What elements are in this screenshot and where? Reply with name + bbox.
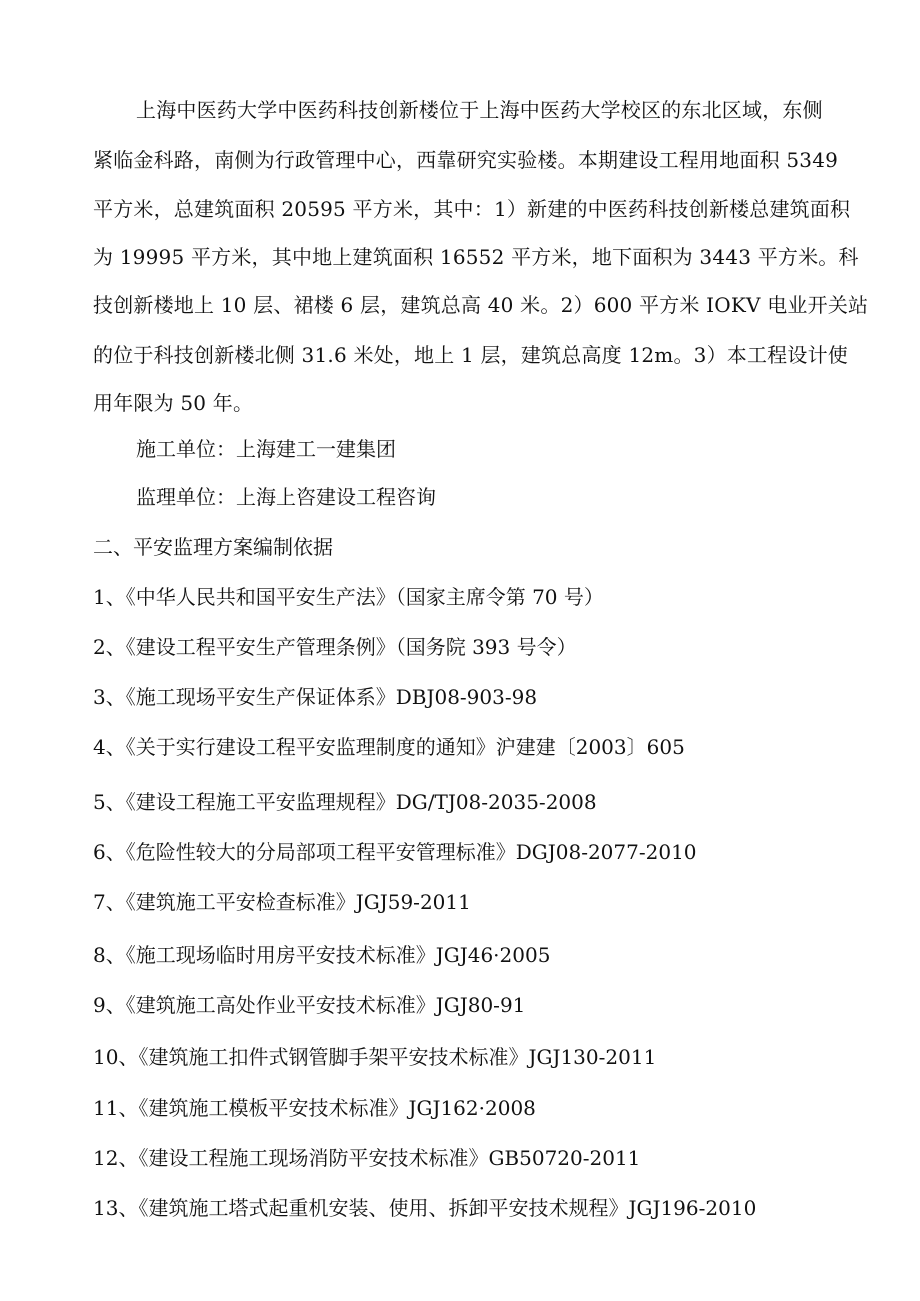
section-heading: 二、平安监理方案编制依据: [93, 535, 333, 559]
reference-item: 5、《建设工程施工平安监理规程》DG/TJ08-2035-2008: [93, 790, 597, 814]
intro-line: 技创新楼地上 10 层、裙楼 6 层，建筑总高 40 米。2）600 平方米 IOKV 电业开关站: [93, 293, 869, 317]
reference-item: 4、《关于实行建设工程平安监理制度的通知》沪建建〔2003〕605: [93, 735, 685, 759]
construction-unit: 施工单位：上海建工一建集团: [136, 437, 396, 461]
supervision-unit: 监理单位：上海上咨建设工程咨询: [136, 485, 436, 509]
intro-line: 紧临金科路，南侧为行政管理中心，西靠研究实验楼。本期建设工程用地面积 5349: [93, 148, 839, 172]
intro-line: 平方米，总建筑面积 20595 平方米，其中：1）新建的中医药科技创新楼总建筑面积: [93, 197, 851, 221]
reference-item: 1、《中华人民共和国平安生产法》（国家主席令第 70 号）: [93, 585, 604, 609]
intro-line: 上海中医药大学中医药科技创新楼位于上海中医药大学校区的东北区域，东侧: [136, 98, 823, 122]
reference-item: 2、《建设工程平安生产管理条例》（国务院 393 号令）: [93, 635, 577, 659]
reference-item: 7、《建筑施工平安检查标准》JGJ59-2011: [93, 890, 471, 914]
reference-item: 12、《建设工程施工现场消防平安技术标准》GB50720-2011: [93, 1146, 641, 1170]
reference-item: 3、《施工现场平安生产保证体系》DBJ08-903-98: [93, 685, 538, 709]
reference-item: 8、《施工现场临时用房平安技术标准》JGJ46·2005: [93, 943, 551, 967]
intro-line: 为 19995 平方米，其中地上建筑面积 16552 平方米，地下面积为 3443 平方米。科: [93, 245, 859, 269]
reference-item: 6、《危险性较大的分局部项工程平安管理标准》DGJ08-2077-2010: [93, 840, 697, 864]
reference-item: 10、《建筑施工扣件式钢管脚手架平安技术标准》JGJ130-2011: [93, 1045, 657, 1069]
intro-line: 用年限为 50 年。: [93, 391, 254, 415]
reference-item: 11、《建筑施工模板平安技术标准》JGJ162·2008: [93, 1096, 536, 1120]
reference-item: 13、《建筑施工塔式起重机安装、使用、拆卸平安技术规程》JGJ196-2010: [93, 1196, 757, 1220]
intro-line: 的位于科技创新楼北侧 31.6 米处，地上 1 层，建筑总高度 12m。3）本工程设计使: [93, 343, 848, 367]
reference-item: 9、《建筑施工高处作业平安技术标准》JGJ80-91: [93, 993, 526, 1017]
